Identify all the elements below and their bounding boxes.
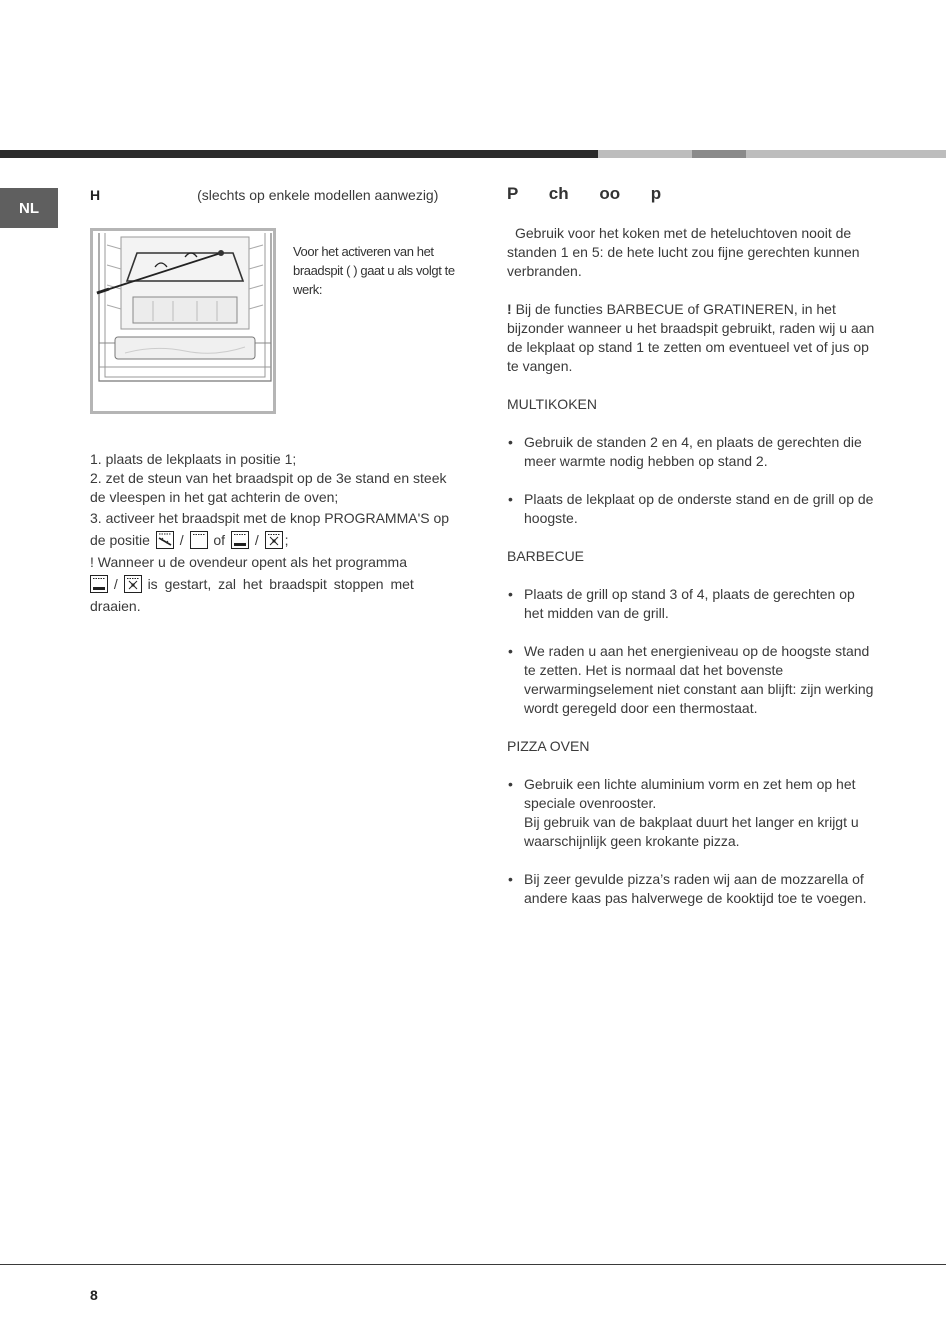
oven-rotisserie-illustration (90, 228, 276, 414)
section-barbecue-title: BARBECUE (507, 548, 585, 564)
step-3-text: 3. activeer het braadspit met de knop PROGRAMMA'S op de positie (90, 510, 450, 548)
warning-text: ! Wanneer u de ovendeur opent als het programma (90, 554, 408, 570)
page-number: 8 (90, 1287, 98, 1303)
fan-grill-icon (265, 531, 283, 549)
header-band-light (598, 150, 692, 158)
rotisserie-caption: Voor het activeren van het braadspit ( ) gaat u als volgt te werk: (293, 244, 455, 297)
header-band-light-2 (746, 150, 946, 158)
oven-illustration-svg (93, 231, 273, 411)
semicolon: ; (284, 532, 289, 548)
footer-divider (0, 1264, 946, 1265)
list-item: • Plaats de grill op stand 3 of 4, plaats de gerechten op het midden van de grill. (507, 585, 877, 623)
intro-paragraph: Gebruik voor het koken met de heteluchtoven nooit de standen 1 en 5: de hete lucht zou fijne gerechten kunnen verbranden. (507, 225, 860, 279)
slash-2: / (254, 532, 259, 548)
list-item: • Bij zeer gevulde pizza’s raden wij aan de mozzarella of andere kaas pas halverwege de kooktijd toe te voegen. (507, 870, 877, 908)
left-column (90, 186, 462, 614)
step-2: 2. zet de steun van het braadspit op de 3e stand en steek de vleespen in het gat achterin de oven; (90, 470, 447, 505)
slash-3: / (113, 576, 118, 592)
pizza-item-text: Gebruik een lichte aluminium vorm en zet hem op het speciale ovenrooster. (524, 776, 856, 811)
step-1: 1. plaats de lekplaats in positie 1; (90, 451, 297, 467)
top-grill-icon (190, 531, 208, 549)
step-3 (90, 507, 462, 551)
list-item: • We raden u aan het energieniveau op de hoogste stand te zetten. Het is normaal dat het bovenste verwarmingselement niet constant aan blijft: zijn werking wordt geregeld door een thermostaat. (507, 642, 877, 718)
pizza-item-extra: Bij gebruik van de bakplaat duurt het langer en krijgt u waarschijnlijk geen krokante pizza. (524, 814, 859, 849)
list-item (507, 775, 877, 851)
section-barbecue-list (507, 585, 877, 718)
section-multikoken-list (507, 433, 877, 528)
rotisserie-heading (90, 186, 462, 205)
slash-1: / (179, 532, 184, 548)
section-multikoken-title: MULTIKOKEN (507, 396, 597, 412)
note-text: Bij de functies BARBECUE of GRATINEREN, in het bijzonder wanneer u het braadspit gebruikt, raden wij u aan de lekplaat op stand 1 te zetten om eventueel vet of jus op te vangen. (507, 301, 875, 374)
warning-end: is gestart, zal het braadspit stoppen met draaien. (90, 576, 414, 614)
warning (90, 551, 462, 617)
cooking-tips-heading: P ch oo p (507, 184, 662, 203)
header-band-dark (0, 150, 598, 158)
list-item: • Plaats de lekplaat op de onderste stand en de grill op de hoogste. (507, 490, 877, 528)
rotisserie-steps (90, 450, 462, 617)
list-item: • Gebruik de standen 2 en 4, en plaats de gerechten die meer warmte nodig hebben op stand 2. (507, 433, 877, 471)
section-pizza-title: PIZZA OVEN (507, 738, 590, 754)
gratin-icon-2 (90, 575, 108, 593)
rotisserie-heading-rest: (slechts op enkele modellen aanwezig) (197, 187, 439, 203)
right-column (507, 184, 877, 927)
rotisserie-heading-bold: H (90, 187, 101, 203)
gratin-icon (231, 531, 249, 549)
language-tab: NL (0, 188, 58, 228)
note-paragraph (507, 300, 877, 376)
grill-rotisserie-icon (156, 531, 174, 549)
of-text: of (213, 532, 226, 548)
fan-grill-icon-2 (124, 575, 142, 593)
header-band-mid (692, 150, 746, 158)
section-pizza-list (507, 775, 877, 908)
note-mark: ! (507, 301, 512, 317)
